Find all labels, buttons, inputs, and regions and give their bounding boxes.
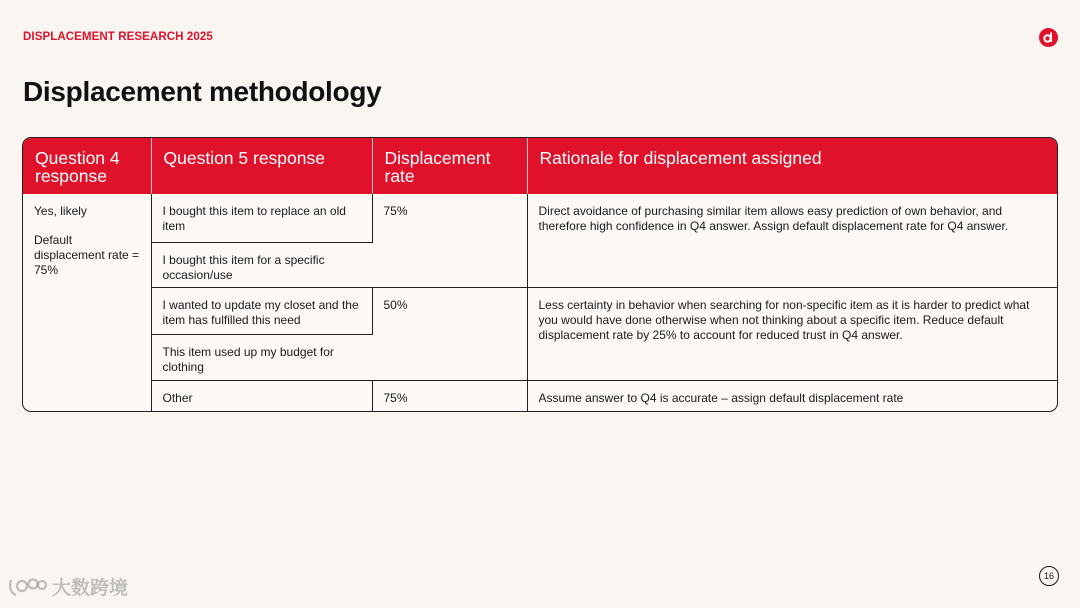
- brand-d-logo-icon: [1039, 28, 1058, 47]
- table-header-row: [23, 138, 1057, 194]
- q4-response-line1: Yes, likely: [34, 204, 87, 218]
- section-kicker: DISPLACEMENT RESEARCH 2025: [23, 31, 213, 43]
- methodology-table: [22, 137, 1058, 412]
- rationale-cell: Direct avoidance of purchasing similar item allows easy prediction of own behavior, and therefore high confidence in Q4 answer. Assign default displacement rate for Q4 answer.: [538, 204, 1009, 233]
- rationale-cell: Less certainty in behavior when searching for non-specific item as it is harder to predict what you would have done otherwise when not thinking about a specific item. Reduce default displacement rate by 25% to account for reduced trust in Q4 answer.: [527, 287, 1057, 380]
- q5-cell: This item used up my budget for clothing: [151, 334, 372, 380]
- watermark-text: 大数跨境: [52, 578, 129, 599]
- col-header-q5: Question 5 response: [151, 138, 372, 194]
- q5-cell: Other: [151, 380, 372, 411]
- watermark: [8, 573, 128, 600]
- q5-cell: I wanted to update my closet and the item has fulfilled this need: [151, 287, 372, 334]
- rate-cell: 50%: [372, 287, 527, 380]
- table-row: [23, 194, 1057, 242]
- page-number: 16: [1039, 566, 1059, 586]
- rationale-cell: Assume answer to Q4 is accurate – assign default displacement rate: [527, 380, 1057, 411]
- table-row: [23, 380, 1057, 411]
- rate-cell: 75%: [372, 380, 527, 411]
- q4-response-cell: [23, 194, 151, 411]
- col-header-rate: Displacement rate: [372, 138, 527, 194]
- watermark-logo-icon: [8, 576, 48, 598]
- col-header-q4: Question 4 response: [23, 138, 151, 194]
- q4-response-line2: Default displacement rate = 75%: [34, 233, 140, 277]
- col-header-rationale: Rationale for displacement assigned: [527, 138, 1057, 194]
- rate-cell: 75%: [372, 194, 527, 287]
- q5-cell: I bought this item to replace an old item: [151, 194, 372, 242]
- page-title: Displacement methodology: [23, 76, 382, 107]
- table-row: [23, 287, 1057, 334]
- q5-cell: I bought this item for a specific occasion/use: [151, 242, 372, 287]
